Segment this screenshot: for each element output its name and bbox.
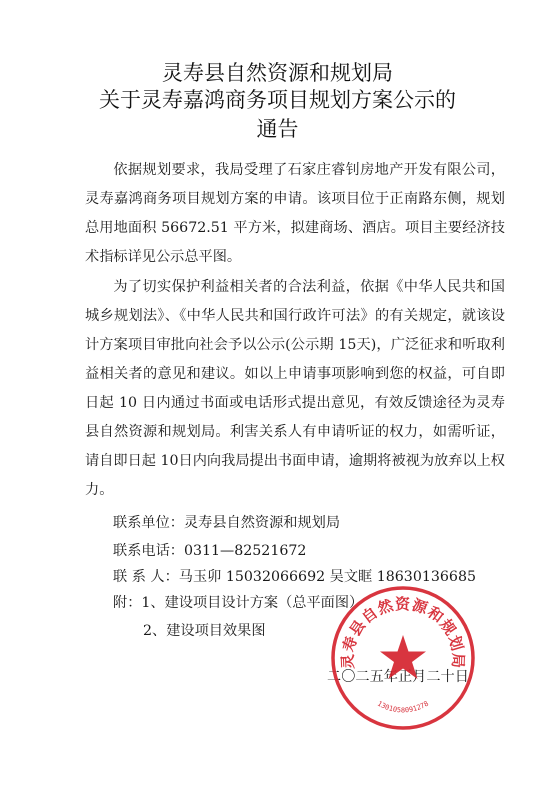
body-paragraph-2: 为了切实保护利益相关者的合法利益，依据《中华人民共和国城乡规划法》、《中华人民共和国行政许可法》的有关规定，就该设计方案项目审批向社会予以公示(公示期 15天)，广泛征求和听取利益相关者的意见和建议。如以上申请事项影响到您的权益，可自即日起 10 日内通过书面或电话形式提出意见，有效反馈途径为灵寿县自然资源和规划局。利害关系人有申请听证的权力，如需听证，请自即日起 10日内向我局提出书面申请，逾期将被视为放弃以上权力。 [85,279,505,498]
document-title-line2: 关于灵寿嘉鸿商务项目规划方案公示的 [99,88,456,112]
attachment-item-2: 2、建设项目效果图 [143,623,266,639]
official-seal-stamp [328,583,478,733]
body-paragraph-1: 依据规划要求，我局受理了石家庄睿钊房地产开发有限公司，灵寿嘉鸿商务项目规划方案的申请。该项目位于正南路东侧，规划总用地面积 56672.51 平方米，拟建商场、酒店。项目主要经济技术指标详见公示总平图。 [85,162,505,265]
document-title-line1: 灵寿县自然资源和规划局 [162,61,393,85]
issue-date: 二〇二五年正月二十日 [327,669,469,685]
contact-persons: 联 系 人：马玉卯 15032066692 吴文眶 18630136685 [113,569,477,585]
svg-text:1301058091278 [376,700,430,715]
attachment-item-1: 附：1、建设项目设计方案（总平面图） [113,595,364,611]
contact-unit: 联系单位：灵寿县自然资源和规划局 [113,515,341,531]
seal-code-text: 1301058091278 [375,699,431,715]
contact-phone: 联系电话：0311—82521672 [113,543,307,559]
seal-ring-text: 灵寿县自然资源和规划局 [338,595,468,670]
document-title-line3: 通告 [256,117,299,141]
seal-star-icon [380,635,426,679]
